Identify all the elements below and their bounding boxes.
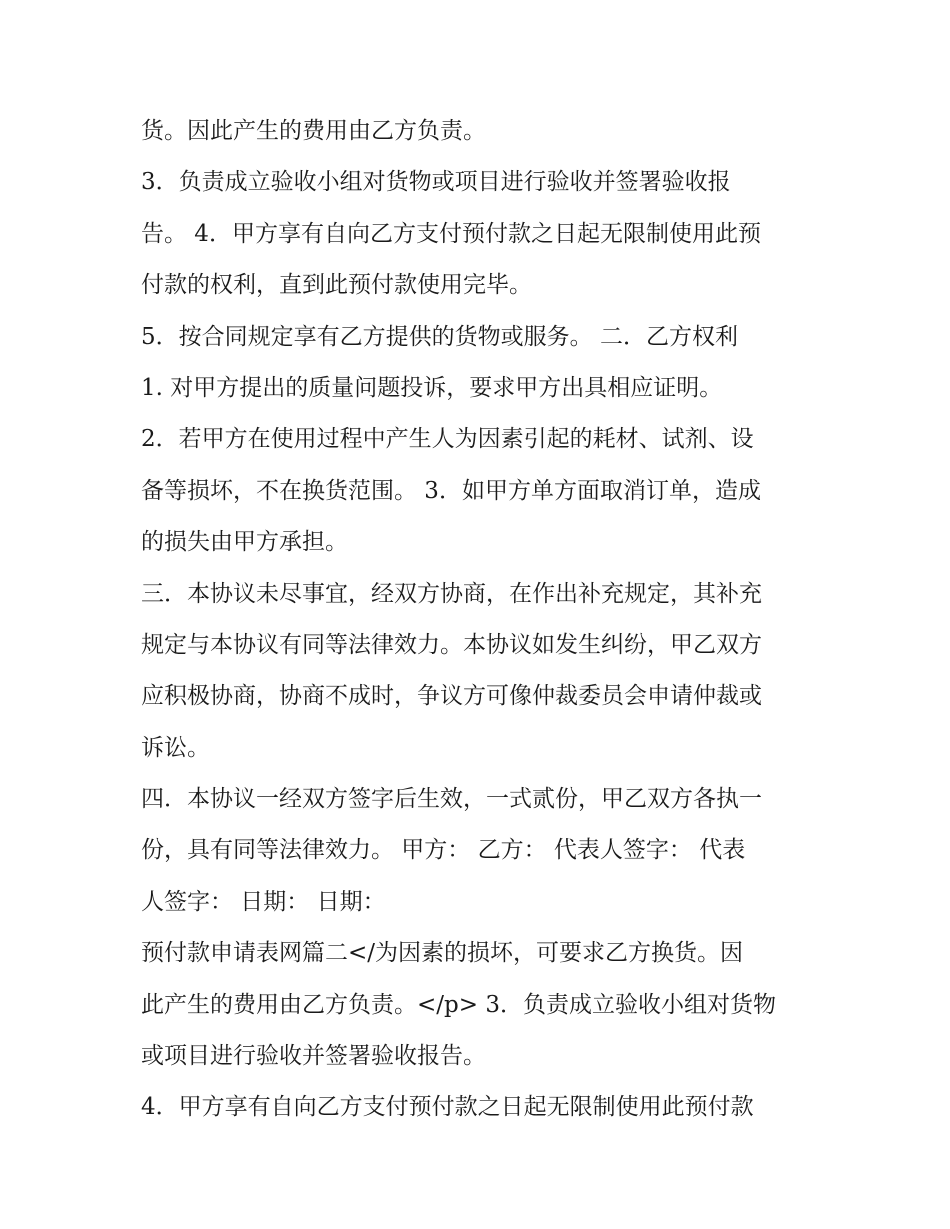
text-line: 2．若甲方在使用过程中产生人为因素引起的耗材、试剂、设 [141,426,754,453]
text-line: 规定与本协议有同等法律效力。本协议如发生纠纷，甲乙双方 [141,631,762,658]
text-line: 应积极协商，协商不成时，争议方可像仲裁委员会申请仲裁或 [141,683,762,710]
document-body [141,106,821,1134]
text-line: 份，具有同等法律效力。 甲方： 乙方： 代表人签字： 代表 [141,837,746,864]
text-line: 四．本协议一经双方签字后生效，一式贰份，甲乙双方各执一 [141,786,762,813]
text-line: 告。 4．甲方享有自向乙方支付预付款之日起无限制使用此预 [141,220,761,247]
text-line: 3．负责成立验收小组对货物或项目进行验收并签署验收报 [141,169,731,196]
text-line: 预付款申请表网篇二</为因素的损坏，可要求乙方换货。因 [141,940,744,967]
text-line: 4．甲方享有自向乙方支付预付款之日起无限制使用此预付款 [141,1094,754,1121]
text-line: 备等损坏，不在换货范围。 3．如甲方单方面取消订单，造成 [141,477,761,504]
text-line: 货。因此产生的费用由乙方负责。 [141,118,486,144]
text-line: 5．按合同规定享有乙方提供的货物或服务。 二．乙方权利 [141,323,738,350]
text-line: 诉讼。 [141,734,210,761]
text-line: 三．本协议未尽事宜，经双方协商，在作出补充规定，其补充 [141,580,762,607]
text-line: 人签字： 日期： 日期： [141,888,386,915]
text-line: 此产生的费用由乙方负责。</p> 3．负责成立验收小组对货物 [141,991,776,1018]
text-line: 或项目进行验收并签署验收报告。 [141,1043,486,1070]
text-line: 1. 对甲方提出的质量问题投诉，要求甲方出具相应证明。 [141,374,723,401]
text-line: 付款的权利，直到此预付款使用完毕。 [141,272,532,299]
text-line: 的损失由甲方承担。 [141,529,348,556]
